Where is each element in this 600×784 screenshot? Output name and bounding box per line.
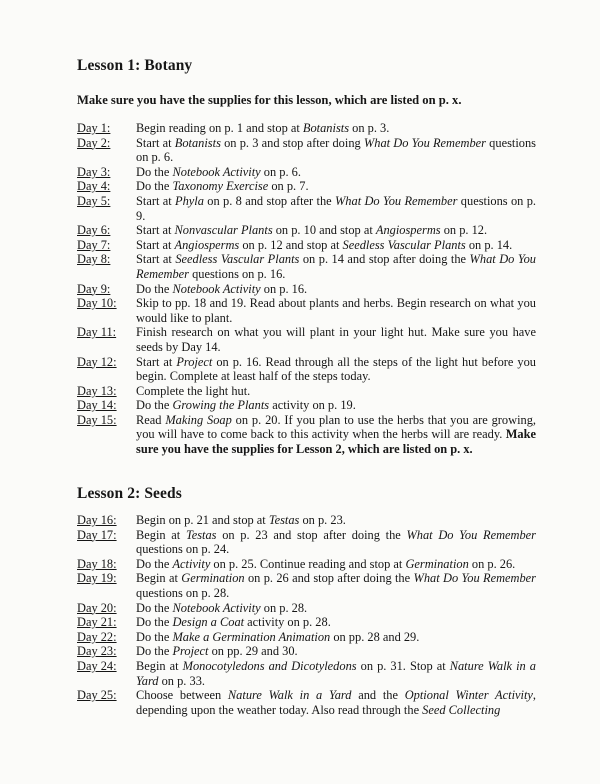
text-run: Do the bbox=[136, 644, 173, 659]
day-label: Day 13: bbox=[77, 383, 117, 398]
bold-note: Make sure you have the supplies for Lesson 2, which are listed on p. x. bbox=[136, 427, 536, 457]
italic-title: Botanists bbox=[174, 135, 221, 150]
text-run: Do the bbox=[136, 398, 173, 413]
day-instructions bbox=[136, 223, 536, 238]
day-entry bbox=[77, 571, 537, 600]
italic-title: Make a Germination Animation bbox=[172, 629, 331, 644]
day-label: Day 11: bbox=[77, 325, 117, 340]
day-label: Day 2: bbox=[77, 135, 111, 150]
day-entry bbox=[77, 252, 537, 281]
day-instructions bbox=[136, 688, 536, 717]
day-entry bbox=[77, 179, 537, 194]
italic-title: Angiosperms bbox=[174, 237, 240, 252]
day-entry bbox=[77, 630, 537, 645]
italic-title: Testas bbox=[268, 513, 300, 527]
day-entry bbox=[77, 355, 537, 384]
day-label: Day 14: bbox=[77, 398, 117, 413]
day-label: Day 4: bbox=[77, 179, 111, 194]
day-label: Day 16: bbox=[77, 513, 117, 527]
text-run: , depending upon the weather today. Also read through the bbox=[136, 688, 537, 717]
text-run: questions on p. 24. bbox=[136, 542, 230, 557]
day-label: Day 8: bbox=[77, 252, 111, 267]
italic-title: What Do You Remember bbox=[413, 571, 536, 586]
italic-title: Seed Collecting bbox=[422, 702, 501, 717]
day-instructions bbox=[136, 296, 536, 325]
day-instructions bbox=[136, 601, 536, 616]
text-run: Start at bbox=[136, 193, 176, 208]
day-instructions bbox=[136, 528, 536, 557]
day-entry bbox=[77, 659, 537, 688]
italic-title: Activity bbox=[172, 556, 211, 571]
day-label: Day 9: bbox=[77, 281, 111, 296]
day-instructions bbox=[136, 615, 536, 630]
day-instructions bbox=[136, 644, 536, 659]
day-instructions bbox=[136, 413, 536, 457]
day-instructions bbox=[136, 513, 536, 528]
text-run: Do the bbox=[136, 164, 173, 179]
text-run: Begin on p. 21 and stop at bbox=[136, 513, 269, 527]
day-instructions bbox=[136, 659, 536, 688]
day-entry bbox=[77, 601, 537, 616]
day-label: Day 7: bbox=[77, 237, 111, 252]
text-run: on p. 26 and stop after doing the bbox=[244, 571, 414, 586]
day-entry bbox=[77, 165, 537, 180]
italic-title: Growing the Plants bbox=[172, 398, 270, 413]
italic-title: Nature Walk in a Yard bbox=[227, 688, 352, 703]
text-run: Begin at bbox=[136, 527, 186, 542]
day-label: Day 25: bbox=[77, 688, 117, 703]
day-entry bbox=[77, 644, 537, 659]
italic-title: Notebook Activity bbox=[172, 600, 261, 615]
day-label: Day 23: bbox=[77, 644, 117, 659]
text-run: on pp. 29 and 30. bbox=[208, 644, 298, 659]
day-label: Day 15: bbox=[77, 412, 117, 427]
lesson-2-title: Lesson 2: Seeds bbox=[77, 485, 182, 502]
day-instructions bbox=[136, 384, 536, 399]
italic-title: Nonvascular Plants bbox=[174, 223, 273, 238]
day-instructions bbox=[136, 630, 536, 645]
italic-title: Notebook Activity bbox=[172, 164, 261, 179]
text-run: Start at bbox=[136, 354, 177, 369]
italic-title: Botanists bbox=[302, 121, 350, 135]
text-run: on p. 3 and stop after doing bbox=[220, 135, 364, 150]
italic-title: Germination bbox=[181, 571, 245, 586]
text-run: on p. 33. bbox=[158, 673, 205, 688]
text-run: on p. 7. bbox=[268, 179, 309, 194]
day-instructions bbox=[136, 136, 536, 165]
italic-title: What Do You Remember bbox=[136, 252, 536, 281]
day-entry bbox=[77, 513, 537, 528]
text-run: Begin at bbox=[136, 658, 183, 673]
text-run: Start at bbox=[136, 135, 175, 150]
day-entry bbox=[77, 282, 537, 297]
text-run: Start at bbox=[136, 237, 175, 252]
day-label: Day 19: bbox=[77, 571, 117, 586]
day-label: Day 5: bbox=[77, 193, 111, 208]
day-instructions bbox=[136, 398, 536, 413]
lesson-2-day-list bbox=[77, 513, 537, 717]
day-label: Day 10: bbox=[77, 296, 117, 311]
text-run: Do the bbox=[136, 281, 173, 296]
text-run: Do the bbox=[136, 556, 173, 571]
text-run: on p. 23. bbox=[299, 513, 346, 527]
day-label: Day 3: bbox=[77, 164, 111, 179]
italic-title: Germination bbox=[405, 556, 469, 571]
day-entry bbox=[77, 557, 537, 572]
italic-title: What Do You Remember bbox=[406, 527, 536, 542]
italic-title: Phyla bbox=[175, 193, 204, 208]
day-label: Day 17: bbox=[77, 527, 117, 542]
italic-title: Project bbox=[172, 644, 209, 659]
day-entry bbox=[77, 688, 537, 717]
lesson-1-title: Lesson 1: Botany bbox=[77, 57, 193, 74]
text-run: Start at bbox=[136, 252, 176, 267]
text-run: on p. 10 and stop at bbox=[272, 223, 376, 238]
text-run: on p. 16. Read through all the steps of the light hut before you begin. Complete at least half of the steps today. bbox=[136, 354, 536, 384]
text-run: Start at bbox=[136, 223, 175, 238]
day-instructions bbox=[136, 179, 536, 194]
text-run: questions on p. 16. bbox=[188, 266, 286, 281]
text-run: on p. 12. bbox=[440, 223, 488, 238]
day-label: Day 6: bbox=[77, 223, 111, 238]
lesson-1-day-list bbox=[77, 121, 537, 457]
day-label: Day 12: bbox=[77, 354, 117, 369]
text-run: Complete the light hut. bbox=[136, 383, 251, 398]
supplies-note: Make sure you have the supplies for this lesson, which are listed on p. x. bbox=[77, 93, 462, 107]
text-run: Read bbox=[136, 412, 166, 427]
day-instructions bbox=[136, 252, 536, 281]
text-run: Choose between bbox=[136, 688, 228, 703]
text-run: questions on p. 28. bbox=[136, 585, 230, 600]
text-run: on p. 3. bbox=[349, 121, 390, 135]
italic-title: Angiosperms bbox=[375, 223, 441, 238]
day-entry bbox=[77, 325, 537, 354]
italic-title: Making Soap bbox=[165, 412, 232, 427]
day-entry bbox=[77, 136, 537, 165]
text-run: on p. 16. bbox=[260, 281, 308, 296]
text-run: on p. 6. bbox=[260, 164, 301, 179]
text-run: Skip to pp. 18 and 19. Read about plants and herbs. Begin research on what you would like to plant. bbox=[136, 296, 536, 325]
italic-title: Seedless Vascular Plants bbox=[342, 237, 466, 252]
day-instructions bbox=[136, 355, 536, 384]
italic-title: What Do You Remember bbox=[363, 135, 486, 150]
day-instructions bbox=[136, 194, 536, 223]
text-run: Begin reading on p. 1 and stop at bbox=[136, 121, 303, 135]
day-entry bbox=[77, 528, 537, 557]
day-entry bbox=[77, 121, 537, 136]
text-run: on p. 20. If you plan to use the herbs that you are growing, you will have to come back to this activity when the herbs will are ready. bbox=[136, 412, 537, 442]
text-run: on p. 14 and stop after doing the bbox=[299, 252, 470, 267]
day-label: Day 1: bbox=[77, 121, 111, 135]
day-instructions bbox=[136, 165, 536, 180]
text-run: Do the bbox=[136, 629, 173, 644]
day-entry bbox=[77, 194, 537, 223]
day-instructions bbox=[136, 282, 536, 297]
italic-title: Monocotyledons and Dicotyledons bbox=[182, 658, 357, 673]
text-run: on p. 25. Continue reading and stop at bbox=[210, 556, 406, 571]
text-run: on p. 8 and stop after the bbox=[203, 193, 335, 208]
italic-title: Notebook Activity bbox=[172, 281, 261, 296]
italic-title: Nature Walk in a Yard bbox=[136, 658, 536, 688]
text-run: activity on p. 19. bbox=[269, 398, 356, 413]
day-entry bbox=[77, 398, 537, 413]
text-run: Do the bbox=[136, 615, 173, 630]
day-instructions bbox=[136, 121, 536, 136]
italic-title: Optional Winter Activity bbox=[404, 688, 533, 703]
text-run: questions on p. 6. bbox=[136, 135, 536, 165]
day-entry bbox=[77, 615, 537, 630]
day-instructions bbox=[136, 571, 536, 600]
day-entry bbox=[77, 413, 537, 457]
text-run: and the bbox=[351, 688, 405, 703]
text-run: Finish research on what you will plant in your light hut. Make sure you have seeds by Day 14. bbox=[136, 325, 536, 354]
text-run: on p. 26. bbox=[468, 556, 516, 571]
text-run: Begin at bbox=[136, 571, 182, 586]
day-label: Day 20: bbox=[77, 600, 117, 615]
italic-title: Seedless Vascular Plants bbox=[175, 252, 300, 267]
day-label: Day 18: bbox=[77, 556, 117, 571]
italic-title: Taxonomy Exercise bbox=[172, 179, 269, 194]
text-run: Do the bbox=[136, 179, 173, 194]
day-instructions bbox=[136, 557, 536, 572]
text-run: on p. 23 and stop after doing the bbox=[216, 527, 407, 542]
day-entry bbox=[77, 223, 537, 238]
italic-title: Testas bbox=[185, 527, 217, 542]
text-run: activity on p. 28. bbox=[244, 615, 331, 630]
day-entry bbox=[77, 296, 537, 325]
text-run: on p. 28. bbox=[260, 600, 308, 615]
day-instructions bbox=[136, 325, 536, 354]
text-run: on p. 12 and stop at bbox=[239, 237, 343, 252]
text-run: on p. 31. Stop at bbox=[356, 658, 450, 673]
day-entry bbox=[77, 238, 537, 253]
text-run: Do the bbox=[136, 600, 173, 615]
italic-title: What Do You Remember bbox=[334, 193, 458, 208]
italic-title: Design a Coat bbox=[172, 615, 245, 630]
italic-title: Project bbox=[176, 354, 213, 369]
day-entry bbox=[77, 384, 537, 399]
day-label: Day 24: bbox=[77, 658, 117, 673]
text-run: on pp. 28 and 29. bbox=[330, 629, 420, 644]
day-instructions bbox=[136, 238, 536, 253]
day-label: Day 21: bbox=[77, 615, 117, 630]
text-run: questions on p. 9. bbox=[136, 193, 536, 223]
day-label: Day 22: bbox=[77, 629, 117, 644]
text-run: on p. 14. bbox=[465, 237, 513, 252]
